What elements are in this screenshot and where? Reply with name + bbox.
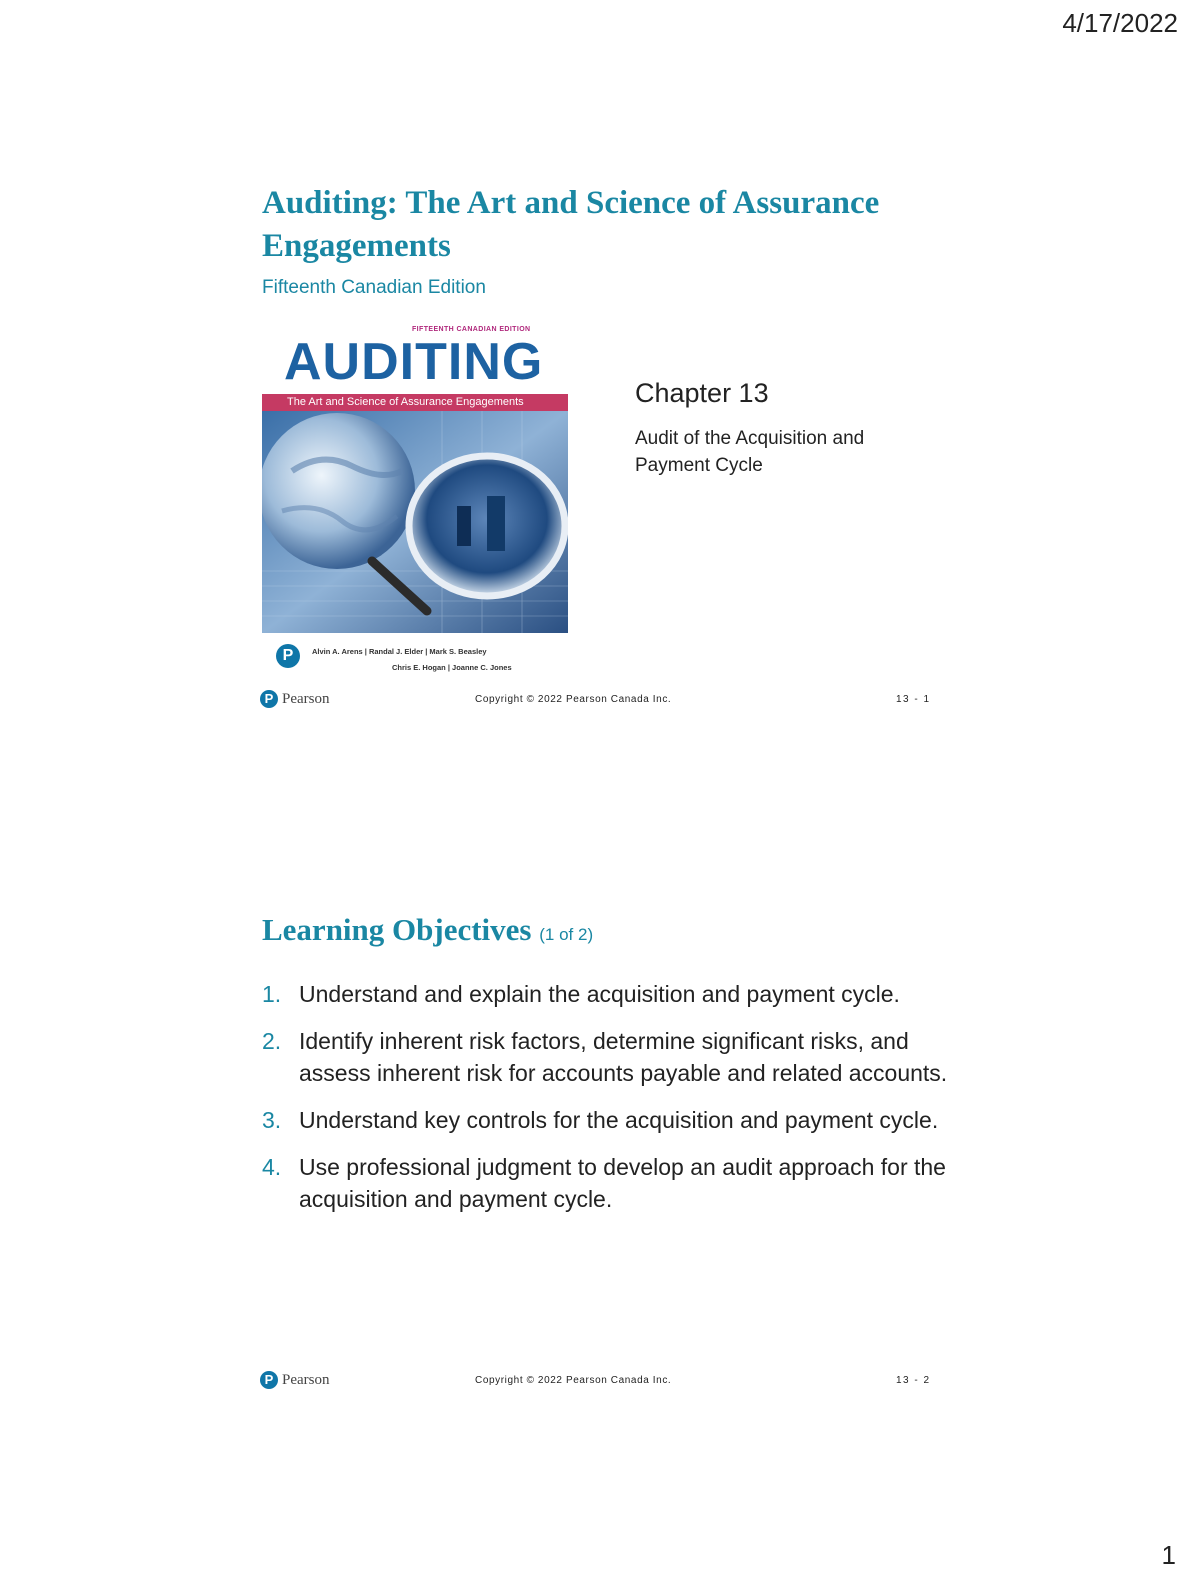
list-item-number: 4. — [262, 1154, 282, 1180]
page-number: 1 — [1161, 1540, 1176, 1570]
list-item-text: Understand key controls for the acquisition and payment cycle. — [299, 1107, 939, 1133]
slide-title — [262, 912, 593, 948]
cover-band — [262, 394, 568, 411]
list-item-text: Understand and explain the acquisition and payment cycle. — [299, 981, 900, 1007]
slide-number: 13 - 1 — [896, 694, 931, 705]
list-item — [262, 1104, 952, 1136]
cover-band-text: The Art and Science of Assurance Engagements — [287, 396, 524, 408]
list-item-text: Identify inherent risk factors, determine significant risks, and assess inherent risk for accounts payable and related accounts. — [299, 1028, 948, 1086]
list-item — [262, 978, 952, 1010]
pearson-logo — [260, 1371, 330, 1389]
pearson-logo — [260, 690, 330, 708]
slide-title-note: (1 of 2) — [539, 925, 594, 944]
print-date: 4/17/2022 — [1062, 8, 1178, 38]
slide-subtitle: Fifteenth Canadian Edition — [262, 277, 486, 298]
list-item-number: 3. — [262, 1107, 282, 1133]
cover-photo-globe-magnifier — [262, 411, 568, 633]
cover-authors — [312, 644, 562, 676]
list-item-number: 2. — [262, 1028, 282, 1054]
copyright-text: Copyright © 2022 Pearson Canada Inc. — [475, 694, 672, 705]
book-cover-image — [262, 324, 568, 686]
pearson-logo-word: Pearson — [282, 1371, 330, 1388]
cover-edition: FIFTEENTH CANADIAN EDITION — [412, 326, 531, 333]
slide-number: 13 - 2 — [896, 1375, 931, 1386]
copyright-text: Copyright © 2022 Pearson Canada Inc. — [475, 1375, 672, 1386]
pearson-logo-mark: P — [260, 1371, 278, 1389]
cover-authors-line-2: Chris E. Hogan | Joanne C. Jones — [392, 663, 512, 672]
chapter-number: Chapter 13 — [635, 378, 769, 408]
cover-title: AUDITING — [284, 333, 544, 391]
slide-title-text: Learning Objectives — [262, 912, 532, 947]
list-item-text: Use professional judgment to develop an audit approach for the acquisition and payment cycle. — [299, 1154, 946, 1212]
learning-objectives-list — [262, 978, 952, 1230]
list-item — [262, 1025, 952, 1089]
pearson-logo-word: Pearson — [282, 690, 330, 707]
cover-pearson-logo: P — [276, 644, 300, 668]
list-item — [262, 1151, 952, 1215]
chapter-title: Audit of the Acquisition and Payment Cycle — [635, 428, 865, 476]
cover-authors-line-1: Alvin A. Arens | Randal J. Elder | Mark S. Beasley — [312, 647, 487, 656]
slide-title: Auditing: The Art and Science of Assurance Engagements — [262, 185, 880, 264]
pearson-logo-mark: P — [260, 690, 278, 708]
list-item-number: 1. — [262, 981, 282, 1007]
